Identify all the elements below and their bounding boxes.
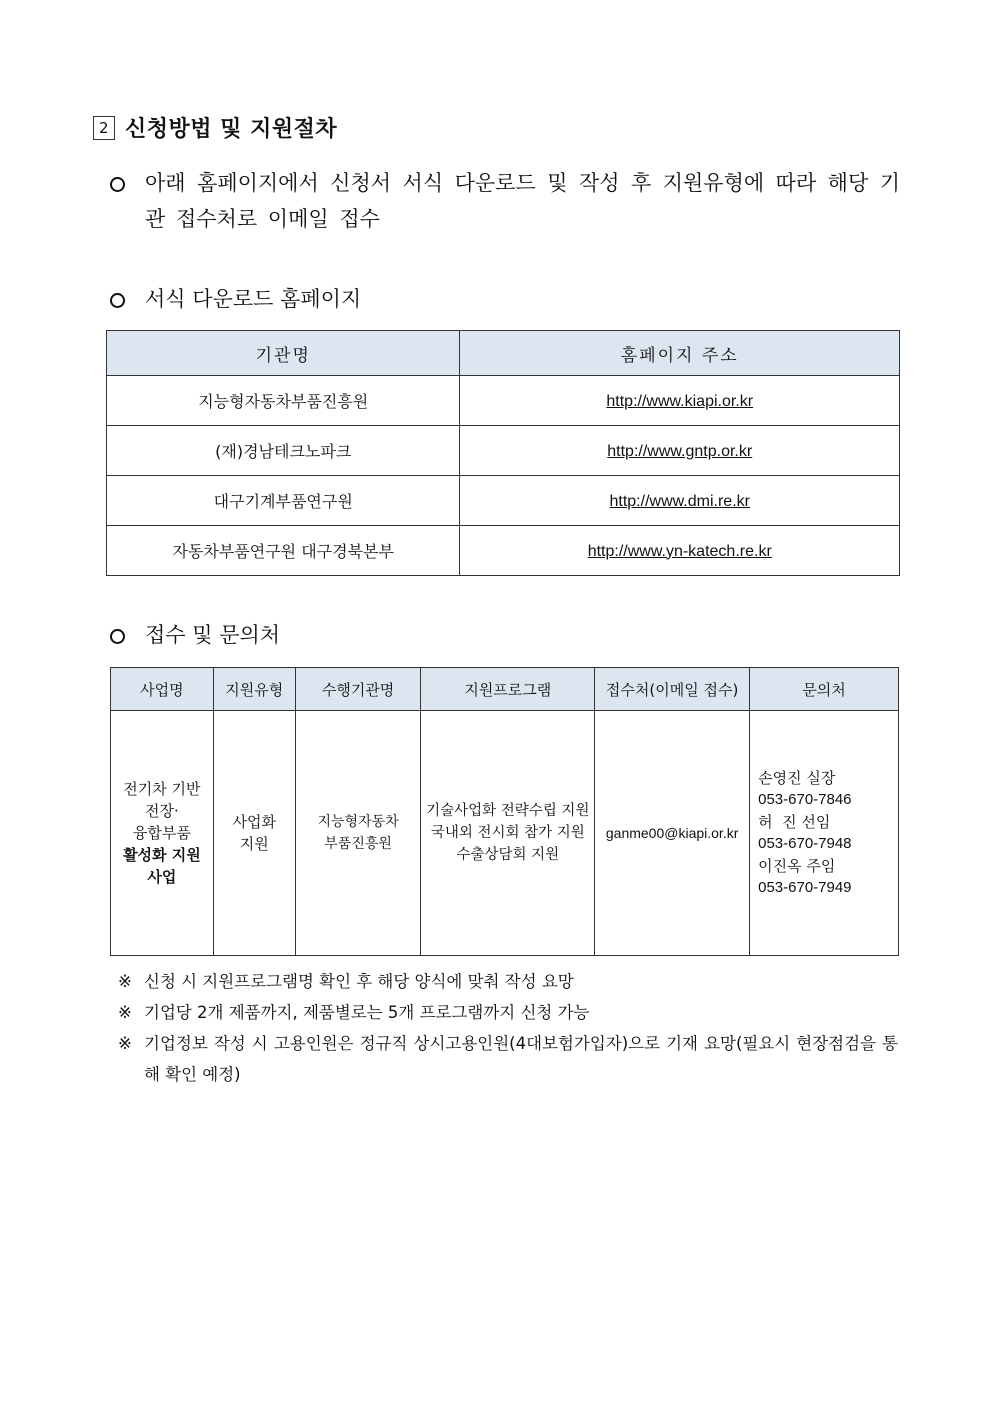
circle-bullet-icon xyxy=(110,629,125,644)
header-contact: 문의처 xyxy=(750,668,899,711)
contact-table xyxy=(110,667,899,956)
type-line: 지원 xyxy=(239,835,269,853)
agency-line: 지능형자동차 xyxy=(317,814,399,830)
project-line: 전기차 기반 xyxy=(123,780,201,798)
org-name: (재)경남테크노파크 xyxy=(107,426,460,476)
project-line: 활성화 지원 xyxy=(123,846,201,864)
circle-bullet-icon xyxy=(110,293,125,308)
email-link[interactable]: ganme00@kiapi.or.kr xyxy=(605,825,739,841)
contact-name: 이진옥 주임 xyxy=(758,857,836,875)
header-url: 홈페이지 주소 xyxy=(460,331,900,376)
note-text: 기업당 2개 제품까지, 제품별로는 5개 프로그램까지 신청 가능 xyxy=(144,1003,590,1022)
program-line: 국내외 전시회 참가 지원 xyxy=(430,825,585,841)
header-agency: 수행기관명 xyxy=(295,668,421,711)
support-type xyxy=(213,711,295,956)
program-line: 기술사업화 전략수립 지원 xyxy=(426,803,590,819)
notes-list xyxy=(118,966,898,1090)
table-row xyxy=(107,376,900,426)
email-cell xyxy=(595,711,750,956)
header-program: 지원프로그램 xyxy=(421,668,595,711)
contact-phone: 053-670-7846 xyxy=(758,791,852,808)
header-org: 기관명 xyxy=(107,331,460,376)
contact-name: 손영진 실장 xyxy=(758,769,836,787)
contact-heading-text: 접수 및 문의처 xyxy=(145,623,281,647)
reference-mark: ※ xyxy=(118,972,132,991)
reference-mark: ※ xyxy=(118,1034,132,1053)
intro-paragraph xyxy=(110,165,900,237)
intro-text: 아래 홈페이지에서 신청서 서식 다운로드 및 작성 후 지원유형에 따라 해당 기관 접수처로 이메일 접수 xyxy=(145,171,900,231)
table-row xyxy=(107,526,900,576)
homepage-link[interactable]: http://www.dmi.re.kr xyxy=(609,492,750,510)
project-name xyxy=(111,711,214,956)
section-number: 2 xyxy=(93,116,115,140)
note-text: 기업정보 작성 시 고용인원은 정규직 상시고용인원(4대보험가입자)으로 기재 요망(필요시 현장점검을 통해 확인 예정) xyxy=(144,1034,898,1084)
program-line: 수출상담회 지원 xyxy=(456,847,560,863)
homepage-link[interactable]: http://www.gntp.or.kr xyxy=(607,442,753,460)
homepage-link[interactable]: http://www.kiapi.or.kr xyxy=(606,392,754,410)
agency-line: 부품진흥원 xyxy=(324,836,392,852)
section-heading xyxy=(93,112,337,143)
header-project: 사업명 xyxy=(111,668,214,711)
reference-mark: ※ xyxy=(118,1003,132,1022)
support-program xyxy=(421,711,595,956)
org-name: 자동차부품연구원 대구경북본부 xyxy=(107,526,460,576)
header-email: 접수처(이메일 접수) xyxy=(595,668,750,711)
contact-heading xyxy=(110,617,280,653)
download-heading xyxy=(110,281,361,317)
section-title: 신청방법 및 지원절차 xyxy=(125,117,338,142)
agency-name xyxy=(295,711,421,956)
table-row xyxy=(107,426,900,476)
note-text: 신청 시 지원프로그램명 확인 후 해당 양식에 맞춰 작성 요망 xyxy=(144,972,574,991)
project-line: 융합부품 xyxy=(132,824,191,842)
circle-bullet-icon xyxy=(110,177,125,192)
project-line: 전장· xyxy=(145,802,179,820)
table-row xyxy=(107,476,900,526)
note-item xyxy=(118,997,898,1028)
org-name: 대구기계부품연구원 xyxy=(107,476,460,526)
note-item xyxy=(118,1028,898,1090)
contact-phone: 053-670-7949 xyxy=(758,879,852,896)
type-line: 사업화 xyxy=(232,813,276,831)
table-header-row xyxy=(107,331,900,376)
note-item xyxy=(118,966,898,997)
homepage-link[interactable]: http://www.yn-katech.re.kr xyxy=(587,542,772,560)
table-row xyxy=(111,711,899,956)
table-header-row xyxy=(111,668,899,711)
header-type: 지원유형 xyxy=(213,668,295,711)
org-name: 지능형자동차부품진흥원 xyxy=(107,376,460,426)
download-heading-text: 서식 다운로드 홈페이지 xyxy=(145,287,362,311)
contact-phone: 053-670-7948 xyxy=(758,835,852,852)
download-table xyxy=(106,330,900,576)
contact-name: 허 진 선임 xyxy=(758,813,831,831)
project-line: 사업 xyxy=(147,868,177,886)
contact-persons xyxy=(750,711,899,956)
